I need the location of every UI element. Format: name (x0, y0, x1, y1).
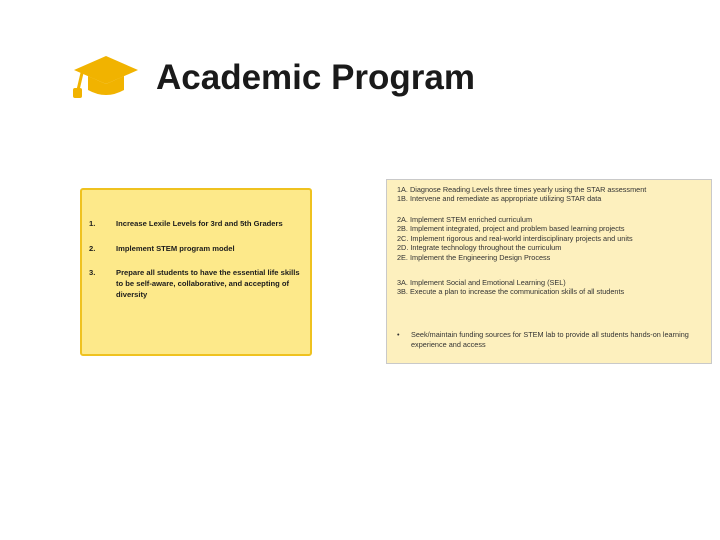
action-group-sel (397, 278, 705, 297)
action-steps-panel (386, 179, 712, 364)
goals-panel (80, 188, 312, 356)
goal-text: Increase Lexile Levels for 3rd and 5th Graders (116, 219, 283, 228)
action-item: 2B. Implement integrated, project and problem based learning projects (397, 224, 625, 234)
goal-text: Prepare all students to have the essential life skills to be self-aware, collaborative, and accepting of diversity (116, 268, 300, 299)
graduation-cap-icon (68, 50, 144, 102)
action-item: 3A. Implement Social and Emotional Learning (SEL) (397, 278, 566, 287)
action-group-reading (397, 185, 705, 204)
action-item: 2D. Integrate technology throughout the curriculum (397, 243, 562, 253)
bullet-text: Seek/maintain funding sources for STEM lab to provide all students hands-on learning experience and access (411, 330, 689, 349)
page-title: Academic Program (156, 58, 476, 97)
bullet-marker: • (397, 330, 400, 339)
action-item: 3B. Execute a plan to increase the communication skills of all students (397, 287, 625, 297)
action-item: 1B. Intervene and remediate as appropriate utilizing STAR data (397, 194, 602, 204)
action-item: 1A. Diagnose Reading Levels three times yearly using the STAR assessment (397, 185, 647, 194)
goal-number: 3. (89, 268, 96, 277)
action-item: 2E. Implement the Engineering Design Process (397, 252, 551, 262)
goal-text: Implement STEM program model (116, 244, 235, 253)
goal-number: 1. (89, 219, 96, 228)
action-group-stem (397, 215, 705, 262)
action-item: 2A. Implement STEM enriched curriculum (397, 215, 533, 224)
goal-number: 2. (89, 244, 96, 253)
action-item: 2C. Implement rigorous and real-world interdisciplinary projects and units (397, 233, 633, 243)
